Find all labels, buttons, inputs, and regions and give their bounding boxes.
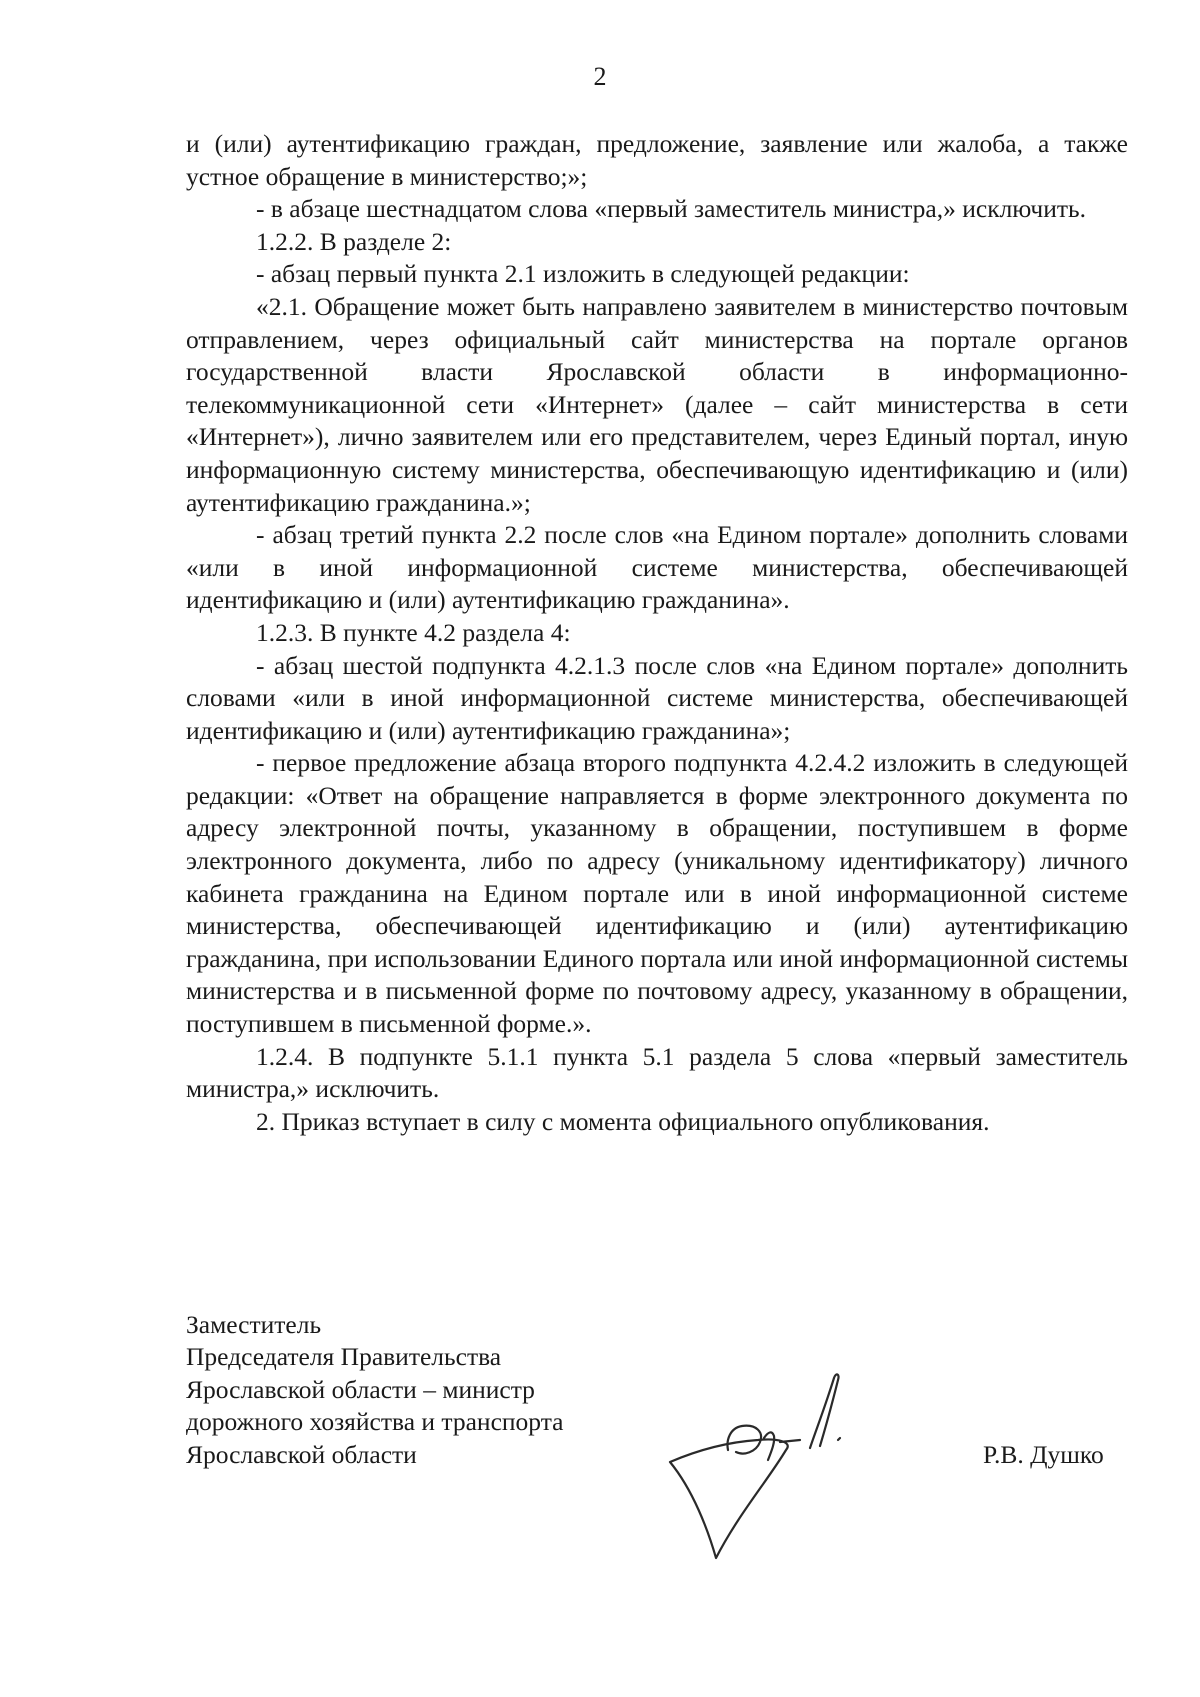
handwritten-signature: [668, 1370, 908, 1570]
signatory-position: [186, 1309, 706, 1471]
signatory-name: Р.В. Душко: [983, 1440, 1104, 1469]
paragraph-item: - абзац первый пункта 2.1 изложить в следующей редакции:: [256, 259, 910, 289]
section-heading: 1.2.2. В разделе 2:: [256, 226, 452, 256]
page-number: 2: [593, 62, 607, 91]
position-line: дорожного хозяйства и транспорта: [186, 1407, 564, 1437]
paragraph-final: 2. Приказ вступает в силу с момента официального опубликования.: [256, 1106, 990, 1136]
document-body: [186, 128, 1128, 1138]
paragraph-quote: «2.1. Обращение может быть направлено заявителем в министерство почтовым отправлением, через официальный сайт министерства на портале органов государственной власти Ярославской области в информационно-телекоммуникационной сети «Интернет» (далее – сайт министерства в сети «Интернет»), лично заявителем или его представителем, через Единый портал, иную информационную систему министерства, обеспечивающую идентификацию и (или) аутентификацию гражданина.»;: [186, 291, 1128, 517]
position-line: Ярославской области: [186, 1439, 417, 1469]
paragraph-continuation: и (или) аутентификацию граждан, предложение, заявление или жалоба, а также устное обращение в министерство;»;: [186, 129, 1128, 191]
position-line: Ярославской области – министр: [186, 1374, 535, 1404]
paragraph-item: - абзац третий пункта 2.2 после слов «на Едином портале» дополнить словами «или в иной информационной системе министерства, обеспечивающей идентификацию и (или) аутентификацию гражданина».: [186, 520, 1128, 615]
paragraph-item: - абзац шестой подпункта 4.2.1.3 после слов «на Едином портале» дополнить словами «или в иной информационной системе министерства, обеспечивающей идентификацию и (или) аутентификацию гражданина»;: [186, 650, 1128, 745]
section-heading: 1.2.4. В подпункте 5.1.1 пункта 5.1 раздела 5 слова «первый заместитель министра,» исключить.: [186, 1041, 1128, 1104]
position-line: Заместитель: [186, 1310, 322, 1339]
paragraph-item: - в абзаце шестнадцатом слова «первый заместитель министра,» исключить.: [256, 194, 1087, 224]
section-heading: 1.2.3. В пункте 4.2 раздела 4:: [256, 617, 571, 647]
paragraph-item: - первое предложение абзаца второго подпункта 4.2.4.2 изложить в следующей редакции: «Ответ на обращение направляется в форме электронного документа по адресу электронной почты, указанному в обращении, поступившем в форме электронного документа, либо по адресу (уникальному идентификатору) личного кабинета гражданина на Едином портале или в иной информационной системе министерства, обеспечивающей идентификацию и (или) аутентификацию гражданина, при использовании Единого портала или иной информационной системы министерства и в письменной форме по почтовому адресу, указанному в обращении, поступившем в письменной форме.».: [186, 748, 1128, 1039]
position-line: Председателя Правительства: [186, 1342, 502, 1372]
